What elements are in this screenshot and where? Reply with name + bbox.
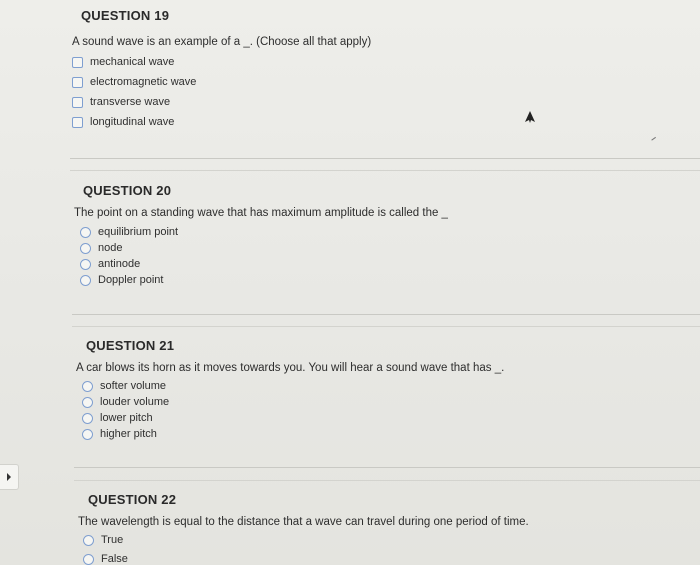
checkbox[interactable] [72,117,83,128]
divider [74,480,700,481]
divider [72,314,700,315]
option-label: electromagnetic wave [90,76,197,88]
question-text: A car blows its horn as it moves towards you. You will hear a sound wave that has _. [76,362,505,374]
radio-button[interactable] [82,429,93,440]
divider [70,170,700,171]
divider [70,158,700,159]
option-label: False [101,553,128,565]
option-label: softer volume [100,380,167,392]
checkbox[interactable] [72,57,83,68]
question-text: A sound wave is an example of a _. (Choose all that apply) [72,36,372,48]
divider [74,467,700,468]
radio-button[interactable] [80,275,91,286]
chevron-right-icon [5,472,13,482]
option-false[interactable] [83,551,128,565]
option-transverse-wave[interactable] [72,94,170,110]
question-title: QUESTION 20 [83,183,172,198]
question-text: The wavelength is equal to the distance that a wave can travel during one period of time. [78,516,529,528]
divider [72,326,700,327]
radio-button[interactable] [83,554,94,565]
option-doppler-point[interactable] [80,272,163,288]
option-label: higher pitch [100,428,157,440]
radio-button[interactable] [82,397,93,408]
option-label: node [98,242,123,254]
option-true[interactable] [83,532,123,548]
checkbox[interactable] [72,97,83,108]
option-label: True [101,534,124,546]
option-higher-pitch[interactable] [82,426,157,442]
checkbox[interactable] [72,77,83,88]
option-label: Doppler point [98,274,164,286]
option-label: equilibrium point [98,226,179,238]
question-title: QUESTION 22 [88,492,177,507]
option-label: louder volume [100,396,170,408]
option-louder-volume[interactable] [82,394,169,410]
option-label: mechanical wave [90,56,175,68]
question-title: QUESTION 19 [81,8,170,23]
option-label: transverse wave [90,96,171,108]
radio-button[interactable] [82,413,93,424]
sidebar-toggle-button[interactable] [0,464,19,490]
option-lower-pitch[interactable] [82,410,153,426]
option-antinode[interactable] [80,256,140,272]
radio-button[interactable] [83,535,94,546]
stray-mark [651,137,657,143]
question-text: The point on a standing wave that has maximum amplitude is called the _ [74,207,448,219]
option-label: longitudinal wave [90,116,175,128]
option-label: lower pitch [100,412,153,424]
option-mechanical-wave[interactable] [72,54,174,70]
mouse-cursor-icon [524,110,536,124]
option-node[interactable] [80,240,122,256]
option-longitudinal-wave[interactable] [72,114,174,130]
option-electromagnetic-wave[interactable] [72,74,196,90]
radio-button[interactable] [80,227,91,238]
radio-button[interactable] [82,381,93,392]
option-equilibrium-point[interactable] [80,224,178,240]
radio-button[interactable] [80,259,91,270]
radio-button[interactable] [80,243,91,254]
option-softer-volume[interactable] [82,378,166,394]
option-label: antinode [98,258,141,270]
question-title: QUESTION 21 [86,338,175,353]
